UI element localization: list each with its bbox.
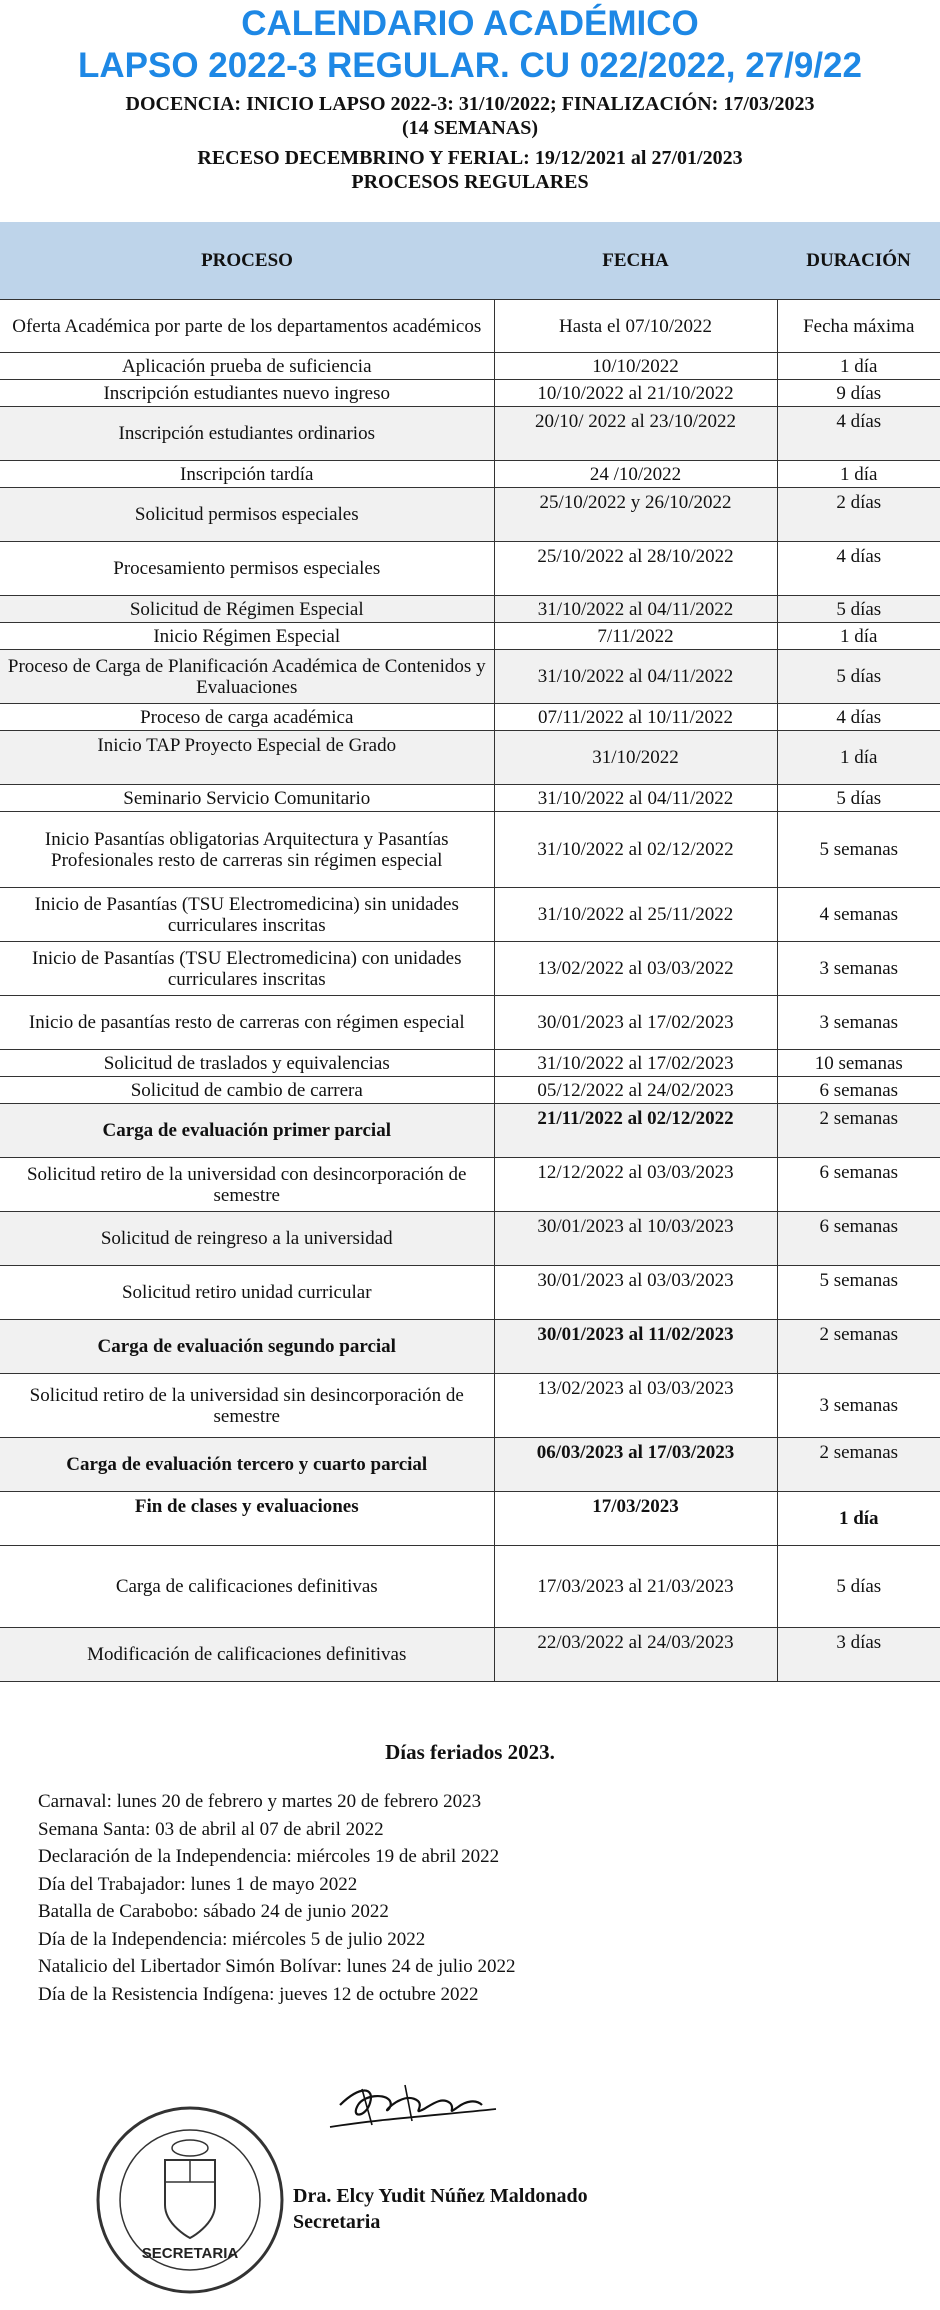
duracion-cell: 3 días (777, 1628, 940, 1682)
proceso-cell: Inicio de Pasantías (TSU Electromedicina) con unidades curriculares inscritas (0, 942, 494, 996)
duracion-cell: 4 semanas (777, 888, 940, 942)
proceso-cell: Solicitud de traslados y equivalencias (0, 1050, 494, 1077)
table-row (0, 996, 940, 1050)
calendar-table (0, 222, 940, 1682)
proceso-cell: Oferta Académica por parte de los departamentos académicos (0, 300, 494, 353)
duracion-cell: 4 días (777, 704, 940, 731)
table-row (0, 596, 940, 623)
col-header-duracion: DURACIÓN (777, 222, 940, 300)
table-row (0, 353, 940, 380)
proceso-cell: Inscripción estudiantes nuevo ingreso (0, 380, 494, 407)
duracion-cell: 2 semanas (777, 1320, 940, 1374)
holiday-item: Natalicio del Libertador Simón Bolívar: lunes 24 de julio 2022 (38, 1956, 516, 1977)
holiday-item: Día del Trabajador: lunes 1 de mayo 2022 (38, 1873, 358, 1895)
proceso-cell: Inicio de pasantías resto de carreras con régimen especial (0, 996, 494, 1050)
proceso-cell: Carga de calificaciones definitivas (0, 1546, 494, 1628)
fecha-cell: 20/10/ 2022 al 23/10/2022 (494, 407, 777, 461)
proceso-cell: Proceso de Carga de Planificación Académica de Contenidos y Evaluaciones (0, 650, 494, 704)
table-row (0, 1320, 940, 1374)
table-row (0, 1546, 940, 1628)
fecha-cell: 7/11/2022 (494, 623, 777, 650)
docencia-dates: DOCENCIA: INICIO LAPSO 2022-3: 31/10/2022; FINALIZACIÓN: 17/03/2023 (125, 93, 815, 115)
proceso-cell: Solicitud de Régimen Especial (0, 596, 494, 623)
proceso-cell: Solicitud retiro unidad curricular (0, 1266, 494, 1320)
fecha-cell: 12/12/2022 al 03/03/2023 (494, 1158, 777, 1212)
fecha-cell: 31/10/2022 al 04/11/2022 (494, 596, 777, 623)
fecha-cell: 10/10/2022 al 21/10/2022 (494, 380, 777, 407)
table-row (0, 1374, 940, 1438)
holiday-item: Día de la Independencia: miércoles 5 de julio 2022 (38, 1928, 426, 1950)
proceso-cell: Inscripción estudiantes ordinarios (0, 407, 494, 461)
holiday-item: Declaración de la Independencia: miércoles 19 de abril 2022 (38, 1846, 500, 1867)
holiday-item: Día de la Resistencia Indígena: jueves 12 de octubre 2022 (38, 1983, 479, 2005)
fecha-cell: 30/01/2023 al 11/02/2023 (494, 1320, 777, 1374)
duracion-cell: 3 semanas (777, 1374, 940, 1438)
fecha-cell: 25/10/2022 al 28/10/2022 (494, 542, 777, 596)
duracion-cell: 6 semanas (777, 1212, 940, 1266)
table-row (0, 942, 940, 996)
duracion-cell: 5 días (777, 785, 940, 812)
fecha-cell: 10/10/2022 (494, 353, 777, 380)
proceso-cell: Solicitud de cambio de carrera (0, 1077, 494, 1104)
table-row (0, 461, 940, 488)
duracion-cell: 5 días (777, 1546, 940, 1628)
proceso-cell: Inicio TAP Proyecto Especial de Grado (0, 731, 494, 785)
fecha-cell: 30/01/2023 al 17/02/2023 (494, 996, 777, 1050)
fecha-cell: 25/10/2022 y 26/10/2022 (494, 488, 777, 542)
signer-name: Dra. Elcy Yudit Núñez Maldonado (293, 2185, 588, 2207)
table-row (0, 623, 940, 650)
fecha-cell: 17/03/2023 (494, 1492, 777, 1546)
fecha-cell: 17/03/2023 al 21/03/2023 (494, 1546, 777, 1628)
duracion-cell: 6 semanas (777, 1158, 940, 1212)
duracion-cell: 9 días (777, 380, 940, 407)
table-row (0, 812, 940, 888)
calendar-title: CALENDARIO ACADÉMICO (241, 4, 699, 43)
table-row (0, 542, 940, 596)
proceso-cell: Carga de evaluación tercero y cuarto parcial (0, 1438, 494, 1492)
duracion-cell: 2 semanas (777, 1104, 940, 1158)
duracion-cell: 10 semanas (777, 1050, 940, 1077)
fecha-cell: 22/03/2022 al 24/03/2023 (494, 1628, 777, 1682)
duracion-cell: 3 semanas (777, 942, 940, 996)
recess-dates: RECESO DECEMBRINO Y FERIAL: 19/12/2021 al 27/01/2023 (197, 147, 743, 169)
fecha-cell: 31/10/2022 al 17/02/2023 (494, 1050, 777, 1077)
proceso-cell: Inicio Pasantías obligatorias Arquitectura y Pasantías Profesionales resto de carreras sin régimen especial (0, 812, 494, 888)
proceso-cell: Modificación de calificaciones definitivas (0, 1628, 494, 1682)
fecha-cell: 05/12/2022 al 24/02/2023 (494, 1077, 777, 1104)
duracion-cell: 2 días (777, 488, 940, 542)
fecha-cell: 13/02/2022 al 03/03/2022 (494, 942, 777, 996)
proceso-cell: Solicitud retiro de la universidad sin desincorporación de semestre (0, 1374, 494, 1438)
duracion-cell: 1 día (777, 623, 940, 650)
table-row (0, 650, 940, 704)
fecha-cell: 31/10/2022 (494, 731, 777, 785)
fecha-cell: 21/11/2022 al 02/12/2022 (494, 1104, 777, 1158)
signer-role: Secretaria (293, 2211, 381, 2233)
fecha-cell: 07/11/2022 al 10/11/2022 (494, 704, 777, 731)
table-row (0, 300, 940, 353)
duracion-cell: 1 día (777, 353, 940, 380)
fecha-cell: 30/01/2023 al 03/03/2023 (494, 1266, 777, 1320)
proceso-cell: Procesamiento permisos especiales (0, 542, 494, 596)
proceso-cell: Solicitud de reingreso a la universidad (0, 1212, 494, 1266)
term-title: LAPSO 2022-3 REGULAR. CU 022/2022, 27/9/22 (78, 46, 862, 85)
table-row (0, 488, 940, 542)
duracion-cell: 6 semanas (777, 1077, 940, 1104)
handwritten-signature (300, 2075, 500, 2145)
university-seal (90, 2100, 290, 2300)
duracion-cell: 5 días (777, 650, 940, 704)
proceso-cell: Solicitud retiro de la universidad con desincorporación de semestre (0, 1158, 494, 1212)
table-row (0, 1077, 940, 1104)
table-row (0, 704, 940, 731)
duracion-cell: 5 semanas (777, 812, 940, 888)
proceso-cell: Proceso de carga académica (0, 704, 494, 731)
duracion-cell: 1 día (777, 731, 940, 785)
holiday-item: Semana Santa: 03 de abril al 07 de abril 2022 (38, 1818, 384, 1840)
fecha-cell: 31/10/2022 al 04/11/2022 (494, 650, 777, 704)
proceso-cell: Seminario Servicio Comunitario (0, 785, 494, 812)
table-row (0, 731, 940, 785)
holiday-item: Batalla de Carabobo: sábado 24 de junio 2022 (38, 1901, 389, 1922)
duracion-cell: 5 días (777, 596, 940, 623)
table-row (0, 1104, 940, 1158)
proceso-cell: Inicio de Pasantías (TSU Electromedicina) sin unidades curriculares inscritas (0, 888, 494, 942)
col-header-fecha: FECHA (494, 222, 777, 300)
section-title: PROCESOS REGULARES (351, 171, 589, 193)
fecha-cell: 31/10/2022 al 04/11/2022 (494, 785, 777, 812)
table-row (0, 380, 940, 407)
table-row (0, 1158, 940, 1212)
seal-label: SECRETARIA (141, 2245, 239, 2262)
holidays-list (38, 1788, 516, 2008)
fecha-cell: 06/03/2023 al 17/03/2023 (494, 1438, 777, 1492)
table-row (0, 1050, 940, 1077)
proceso-cell: Inscripción tardía (0, 461, 494, 488)
proceso-cell: Fin de clases y evaluaciones (0, 1492, 494, 1546)
fecha-cell: 30/01/2023 al 10/03/2023 (494, 1212, 777, 1266)
proceso-cell: Aplicación prueba de suficiencia (0, 353, 494, 380)
table-row (0, 1492, 940, 1546)
fecha-cell: 13/02/2023 al 03/03/2023 (494, 1374, 777, 1438)
duracion-cell: 2 semanas (777, 1438, 940, 1492)
duracion-cell: 4 días (777, 542, 940, 596)
duracion-cell: 5 semanas (777, 1266, 940, 1320)
proceso-cell: Solicitud permisos especiales (0, 488, 494, 542)
table-row (0, 888, 940, 942)
table-row (0, 785, 940, 812)
duracion-cell: 1 día (777, 1492, 940, 1546)
table-row (0, 1628, 940, 1682)
proceso-cell: Carga de evaluación primer parcial (0, 1104, 494, 1158)
weeks-count: (14 SEMANAS) (401, 117, 539, 139)
holidays-title: Días feriados 2023. (385, 1740, 555, 1764)
table-row (0, 1212, 940, 1266)
fecha-cell: Hasta el 07/10/2022 (494, 300, 777, 353)
fecha-cell: 31/10/2022 al 02/12/2022 (494, 812, 777, 888)
proceso-cell: Inicio Régimen Especial (0, 623, 494, 650)
duracion-cell: 4 días (777, 407, 940, 461)
fecha-cell: 31/10/2022 al 25/11/2022 (494, 888, 777, 942)
col-header-proceso: PROCESO (0, 222, 494, 300)
table-row (0, 1438, 940, 1492)
duracion-cell: Fecha máxima (777, 300, 940, 353)
holiday-item: Carnaval: lunes 20 de febrero y martes 20 de febrero 2023 (38, 1791, 482, 1812)
proceso-cell: Carga de evaluación segundo parcial (0, 1320, 494, 1374)
table-row (0, 407, 940, 461)
fecha-cell: 24 /10/2022 (494, 461, 777, 488)
signer-block (293, 2183, 588, 2235)
duracion-cell: 1 día (777, 461, 940, 488)
table-row (0, 1266, 940, 1320)
duracion-cell: 3 semanas (777, 996, 940, 1050)
